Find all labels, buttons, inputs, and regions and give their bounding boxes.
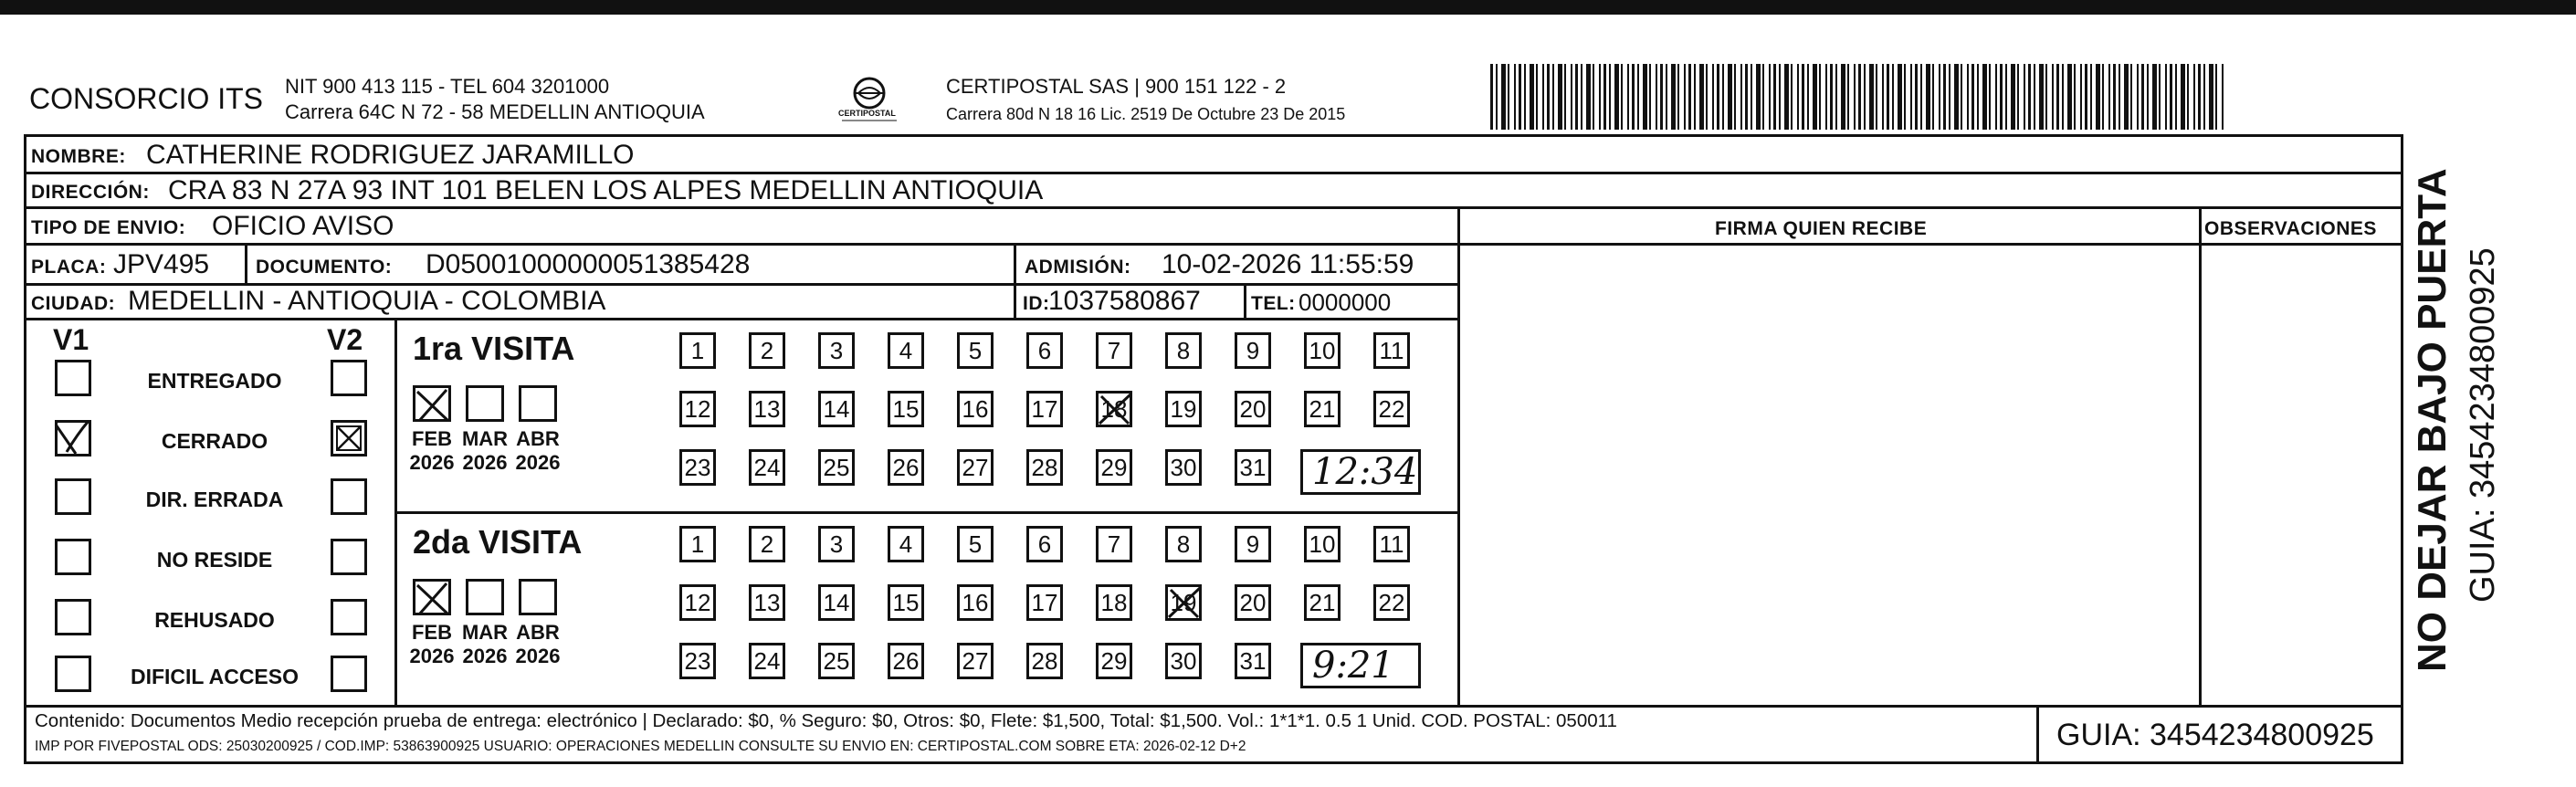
day-box[interactable]: 31 xyxy=(1235,449,1271,486)
day-box[interactable]: 8 xyxy=(1165,526,1202,562)
month-label xyxy=(459,427,510,476)
certipostal-logo: CERTIPOSTAL xyxy=(836,71,902,128)
month-label xyxy=(459,621,510,669)
day-box[interactable]: 19 xyxy=(1165,391,1202,427)
tel-label: TEL: xyxy=(1251,293,1296,314)
v1-checkbox[interactable] xyxy=(55,420,91,456)
month-label xyxy=(406,427,457,476)
day-box[interactable]: 27 xyxy=(957,643,994,679)
status-label: DIR. ERRADA xyxy=(145,488,284,511)
certipostal-license: Carrera 80d N 18 16 Lic. 2519 De Octubre 23 De 2015 xyxy=(946,105,1346,123)
visit-time: 9:21 xyxy=(1312,645,1394,687)
day-box[interactable]: 11 xyxy=(1373,332,1410,369)
day-box[interactable]: 20 xyxy=(1235,584,1271,621)
status-label: CERRADO xyxy=(161,429,268,453)
month-checkbox[interactable] xyxy=(413,385,451,422)
day-box[interactable]: 18 xyxy=(1096,391,1132,427)
month-checkbox[interactable] xyxy=(466,579,504,615)
nombre-label: NOMBRE: xyxy=(31,146,126,167)
tipo-envio-label: TIPO DE ENVIO: xyxy=(31,217,186,238)
day-box[interactable]: 15 xyxy=(888,584,924,621)
day-box[interactable]: 12 xyxy=(679,584,716,621)
day-box[interactable]: 21 xyxy=(1304,391,1341,427)
day-box[interactable]: 14 xyxy=(818,584,855,621)
company-address: Carrera 64C N 72 - 58 MEDELLIN ANTIOQUIA xyxy=(285,100,705,123)
day-box[interactable]: 23 xyxy=(679,449,716,486)
day-box[interactable]: 14 xyxy=(818,391,855,427)
day-box[interactable]: 9 xyxy=(1235,332,1271,369)
month-year: 2026 xyxy=(515,451,561,475)
month-year: 2026 xyxy=(462,451,508,475)
footer-guia: GUIA: 3454234800925 xyxy=(2056,718,2374,752)
admision-value: 10-02-2026 11:55:59 xyxy=(1162,249,1414,279)
day-box[interactable]: 9 xyxy=(1235,526,1271,562)
day-box[interactable]: 23 xyxy=(679,643,716,679)
visit-title: 2da VISITA xyxy=(413,523,583,561)
day-box[interactable]: 24 xyxy=(749,449,785,486)
day-box[interactable]: 30 xyxy=(1165,449,1202,486)
barcode xyxy=(1490,64,2226,130)
day-box[interactable]: 5 xyxy=(957,526,994,562)
placa-value: JPV495 xyxy=(113,249,210,279)
v2-checkbox[interactable] xyxy=(331,360,367,396)
side-warning: NO DEJAR BAJO PUERTA xyxy=(2410,168,2455,672)
day-box[interactable]: 29 xyxy=(1096,643,1132,679)
day-box[interactable]: 13 xyxy=(749,584,785,621)
day-box[interactable]: 16 xyxy=(957,391,994,427)
placa-label: PLACA: xyxy=(31,257,107,278)
v1-checkbox[interactable] xyxy=(55,360,91,396)
day-box[interactable]: 11 xyxy=(1373,526,1410,562)
day-box[interactable]: 17 xyxy=(1026,584,1063,621)
day-box[interactable]: 17 xyxy=(1026,391,1063,427)
day-box[interactable]: 28 xyxy=(1026,643,1063,679)
direccion-label: DIRECCIÓN: xyxy=(31,182,150,203)
id-label: ID: xyxy=(1023,293,1050,314)
day-box[interactable]: 5 xyxy=(957,332,994,369)
v1-checkbox[interactable] xyxy=(55,478,91,515)
v1-checkbox[interactable] xyxy=(55,599,91,635)
day-box[interactable]: 12 xyxy=(679,391,716,427)
month-year: 2026 xyxy=(515,645,561,668)
ciudad-label: CIUDAD: xyxy=(31,293,116,314)
scan-edge xyxy=(0,0,2576,15)
month-label xyxy=(512,621,563,669)
firma-label: FIRMA QUIEN RECIBE xyxy=(1715,218,1928,239)
admision-label: ADMISIÓN: xyxy=(1025,257,1131,278)
day-box[interactable]: 26 xyxy=(888,643,924,679)
day-box[interactable]: 7 xyxy=(1096,526,1132,562)
day-box[interactable]: 19 xyxy=(1165,584,1202,621)
day-box[interactable]: 21 xyxy=(1304,584,1341,621)
visit-time-box[interactable] xyxy=(1300,449,1421,495)
day-box[interactable]: 1 xyxy=(679,332,716,369)
day-box[interactable]: 2 xyxy=(749,526,785,562)
company-name: CONSORCIO ITS xyxy=(29,82,264,115)
v2-checkbox[interactable] xyxy=(331,478,367,515)
side-guia: GUIA: 3454234800925 xyxy=(2464,247,2502,603)
month-checkbox[interactable] xyxy=(413,579,451,615)
month-year: 2026 xyxy=(409,645,455,668)
v2-checkbox[interactable] xyxy=(331,599,367,635)
day-box[interactable]: 20 xyxy=(1235,391,1271,427)
day-box[interactable]: 26 xyxy=(888,449,924,486)
month-name: ABR xyxy=(516,621,560,644)
v2-header: V2 xyxy=(327,323,363,356)
v1-checkbox[interactable] xyxy=(55,656,91,692)
day-box[interactable]: 25 xyxy=(818,449,855,486)
tipo-envio-value: OFICIO AVISO xyxy=(212,211,394,241)
day-box[interactable]: 18 xyxy=(1096,584,1132,621)
visit-title: 1ra VISITA xyxy=(413,330,575,367)
month-name: MAR xyxy=(461,621,509,644)
status-label: ENTREGADO xyxy=(147,369,282,393)
day-box[interactable]: 10 xyxy=(1304,332,1341,369)
certipostal-nit: CERTIPOSTAL SAS | 900 151 122 - 2 xyxy=(946,75,1287,98)
v1-checkbox[interactable] xyxy=(55,539,91,575)
day-box[interactable]: 7 xyxy=(1096,332,1132,369)
day-box[interactable]: 8 xyxy=(1165,332,1202,369)
day-box[interactable]: 25 xyxy=(818,643,855,679)
status-label: NO RESIDE xyxy=(156,548,273,572)
footer-imp: IMP POR FIVEPOSTAL ODS: 25030200925 / COD.IMP: 53863900925 USUARIO: OPERACIONES MEDELLIN CONSULTE SU ENVIO EN: CERTIPOSTAL.COM SOBRE ETA: 2026-02-12 D+2 xyxy=(35,739,1246,754)
day-box[interactable]: 13 xyxy=(749,391,785,427)
company-nit: NIT 900 413 115 - TEL 604 3201000 xyxy=(285,75,610,98)
month-label xyxy=(512,427,563,476)
day-box[interactable]: 16 xyxy=(957,584,994,621)
day-box[interactable]: 3 xyxy=(818,526,855,562)
documento-label: DOCUMENTO: xyxy=(256,257,393,278)
day-box[interactable]: 29 xyxy=(1096,449,1132,486)
direccion-value: CRA 83 N 27A 93 INT 101 BELEN LOS ALPES MEDELLIN ANTIOQUIA xyxy=(168,175,1044,205)
day-box[interactable]: 1 xyxy=(679,526,716,562)
month-year: 2026 xyxy=(462,645,508,668)
month-checkbox[interactable] xyxy=(519,385,557,422)
v1-header: V1 xyxy=(53,323,89,356)
day-box[interactable]: 3 xyxy=(818,332,855,369)
day-box[interactable]: 6 xyxy=(1026,332,1063,369)
month-checkbox[interactable] xyxy=(466,385,504,422)
month-checkbox[interactable] xyxy=(519,579,557,615)
v2-checkbox[interactable] xyxy=(331,656,367,692)
month-name: ABR xyxy=(516,427,560,450)
v2-checkbox[interactable] xyxy=(331,420,367,456)
day-box[interactable]: 4 xyxy=(888,332,924,369)
day-box[interactable]: 27 xyxy=(957,449,994,486)
tel-value: 0000000 xyxy=(1299,289,1392,316)
month-year: 2026 xyxy=(409,451,455,475)
status-label: REHUSADO xyxy=(154,608,275,632)
day-box[interactable]: 10 xyxy=(1304,526,1341,562)
month-name: FEB xyxy=(412,621,452,644)
observaciones-label: OBSERVACIONES xyxy=(2204,218,2377,239)
documento-value: D05001000000051385428 xyxy=(426,249,751,279)
footer-contenido: Contenido: Documentos Medio recepción prueba de entrega: electrónico | Declarado: $0, % Seguro: $0, Otros: $0, Flete: $1,500, Total: $1,500. Vol.: 1*1*1. 0.5 1 Unid. COD. POSTAL: 050011 xyxy=(35,710,1617,731)
day-box[interactable]: 22 xyxy=(1373,391,1410,427)
visit-time: 12:34 xyxy=(1312,451,1418,493)
day-box[interactable]: 24 xyxy=(749,643,785,679)
nombre-value: CATHERINE RODRIGUEZ JARAMILLO xyxy=(146,140,635,170)
visit-time-box[interactable] xyxy=(1300,643,1421,688)
day-box[interactable]: 31 xyxy=(1235,643,1271,679)
month-name: MAR xyxy=(461,427,509,450)
v2-checkbox[interactable] xyxy=(331,539,367,575)
day-box[interactable]: 4 xyxy=(888,526,924,562)
status-label: DIFICIL ACCESO xyxy=(130,665,299,688)
day-box[interactable]: 22 xyxy=(1373,584,1410,621)
ciudad-value: MEDELLIN - ANTIOQUIA - COLOMBIA xyxy=(128,286,606,316)
day-box[interactable]: 28 xyxy=(1026,449,1063,486)
day-box[interactable]: 6 xyxy=(1026,526,1063,562)
month-label xyxy=(406,621,457,669)
day-box[interactable]: 15 xyxy=(888,391,924,427)
day-box[interactable]: 30 xyxy=(1165,643,1202,679)
month-name: FEB xyxy=(412,427,452,450)
day-box[interactable]: 2 xyxy=(749,332,785,369)
id-value: 1037580867 xyxy=(1048,286,1201,316)
